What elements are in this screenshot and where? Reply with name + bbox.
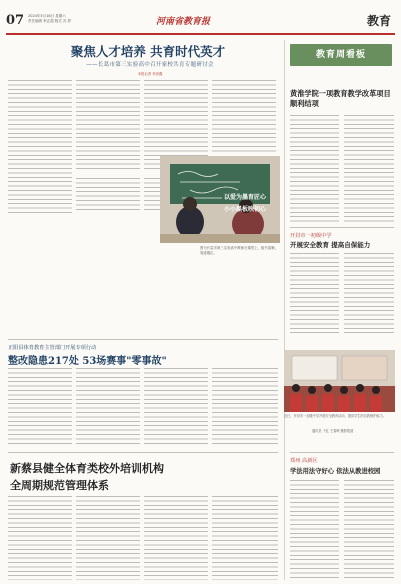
right-article1-body-a: [290, 115, 339, 223]
right-article2-title: 开展安全教育 提高自保能力: [290, 241, 371, 249]
right-column-divider: [284, 40, 285, 580]
right-article2-body-a: [290, 253, 339, 333]
bottom-top-rule: [8, 452, 278, 453]
bottom-body-col4: [212, 496, 278, 580]
page-number: 07: [6, 13, 25, 28]
lead-subtitle: ——长葛市第三实验高中召开家校共育专题研讨会: [86, 62, 214, 68]
bottom-title-line1: 新蔡县健全体育类校外培训机构: [10, 462, 164, 475]
editor-line: 责任编辑 李志超 版式 苏 婷: [28, 19, 71, 23]
bottom-right-rule: [290, 452, 394, 453]
lead-photo-caption: 图为长葛市第三实验高中教师在课堂上，板书清晰，笔迹端正。: [200, 246, 278, 255]
header-rule: [6, 33, 395, 35]
bottom-right-kicker: 郑州 高新区: [290, 458, 318, 464]
bottom-body-col2: [76, 496, 140, 580]
mid-body-col1: [8, 368, 72, 446]
mid-body-col4: [212, 368, 278, 446]
photo-quote: [224, 192, 280, 213]
newspaper-logo: 河南省教育报: [156, 17, 211, 27]
mid-body-col3: [144, 368, 208, 446]
photo-quote-line2: 小小黑板映初心: [224, 206, 267, 213]
right-banner: [290, 44, 392, 66]
lead-title: 聚焦人才培养 共育时代英才: [70, 44, 226, 59]
lead-body-col4: [212, 80, 276, 153]
right-article1-title: 黄淮学院一项教育教学改革项目顺利结项: [290, 89, 391, 108]
lead-photo: [160, 156, 280, 243]
bottom-right-body-b: [344, 480, 394, 580]
right-article2-body-b: [344, 253, 394, 333]
mid-body-col2: [76, 368, 140, 446]
lead-body-col2: [76, 80, 140, 172]
bottom-right-body-a: [290, 480, 339, 580]
safety-class-photo-illustration: [284, 350, 395, 412]
mid-kicker: 正阳县体育教育主管部门开展专项行动: [8, 345, 97, 351]
photo-quote-line1: 以爱为墨育匠心: [224, 194, 267, 201]
right-photo-caption: 近日，开封市一初级中学开展安全教育活动，提高学生的自我保护能力。: [284, 414, 386, 418]
bottom-body-col3: [144, 496, 208, 580]
right-article2-kicker: 开封市一初级中学: [290, 233, 332, 239]
right-photo-byline: 通讯员 于红 王春晖 摄影报道: [312, 429, 354, 433]
mid-title: 整改隐患217处 53场赛事"零事故": [8, 356, 167, 367]
lead-byline: 本报记者 李世鑫: [137, 72, 163, 76]
right-rule-1: [290, 227, 394, 228]
lead-body-col5: [76, 178, 140, 213]
bottom-right-title: 学法用法守好心 依法从教进校园: [290, 468, 381, 475]
mid-top-rule: [8, 339, 278, 340]
bottom-body-col1: [8, 496, 72, 580]
lead-body-col1: [8, 80, 72, 213]
bottom-title-line2: 全周期规范管理体系: [10, 479, 109, 492]
page-header: [6, 6, 395, 32]
right-photo: [284, 350, 395, 412]
date-line: 2024年5月18日 星期六: [28, 14, 66, 18]
right-banner-label: 教育周看板: [315, 50, 366, 60]
section-title: 教育: [366, 14, 391, 28]
right-article1-body-b: [344, 115, 394, 223]
